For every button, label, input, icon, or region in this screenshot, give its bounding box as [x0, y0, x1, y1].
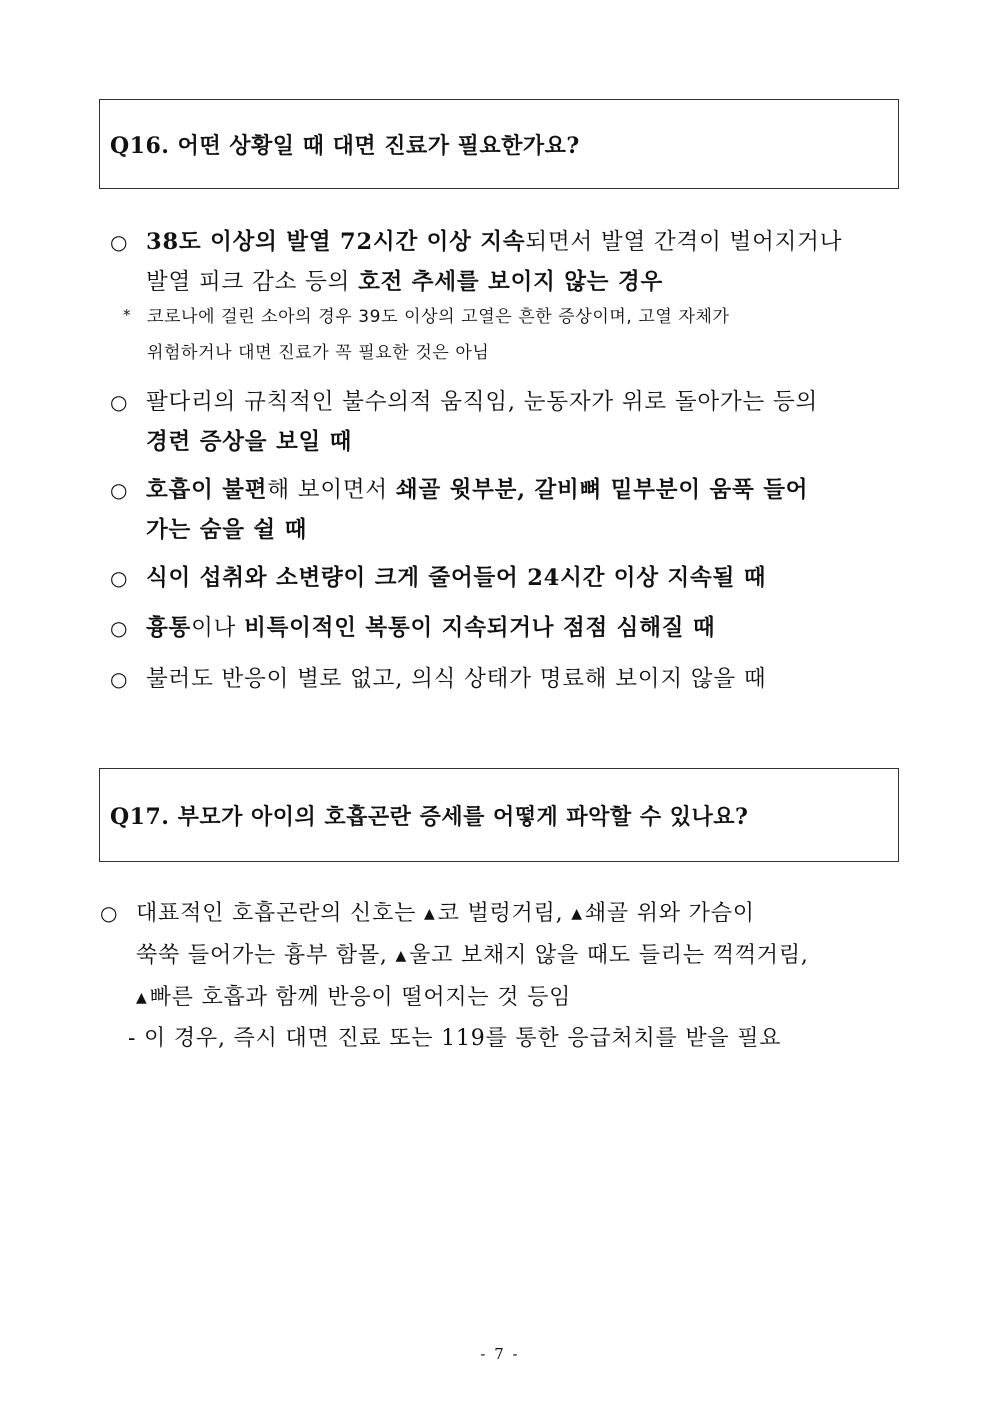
- asterisk-icon: *: [123, 306, 132, 324]
- circle-bullet-icon: ○: [110, 478, 129, 502]
- circle-bullet-icon: ○: [110, 667, 129, 691]
- q17-answer: ○ 대표적인 호흡곤란의 신호는 ▲코 벌렁거림, ▲쇄골 위와 가슴이 쑥쑥 들어가는 흉부 함몰, ▲울고 보채지 않을 때도 들리는 꺽꺽거림, ▲빠른 호흡과 함께 반응이 떨어지는 것 등임: [100, 892, 910, 1019]
- circle-bullet-icon: ○: [110, 616, 129, 640]
- circle-bullet-icon: ○: [100, 901, 119, 925]
- q16-item-consciousness: ○ 불러도 반응이 별로 없고, 의식 상태가 명료해 보이지 않을 때: [110, 659, 910, 699]
- triangle-icon: ▲: [424, 906, 436, 922]
- triangle-icon: ▲: [571, 906, 583, 922]
- q16-question-box: [99, 99, 899, 189]
- q16-item-fever: ○ 38도 이상의 발열 72시간 이상 지속되면서 발열 간격이 벌어지거나 발열 피크 감소 등의 호전 추세를 보이지 않는 경우: [110, 222, 910, 302]
- circle-bullet-icon: ○: [110, 230, 129, 254]
- q16-item-intake: ○ 식이 섭취와 소변량이 크게 줄어들어 24시간 이상 지속될 때: [110, 558, 910, 598]
- q16-question: Q16. 어떤 상황일 때 대면 진료가 필요한가요?: [110, 132, 580, 159]
- circle-bullet-icon: ○: [110, 566, 129, 590]
- q16-item-pain: ○ 흉통이나 비특이적인 복통이 지속되거나 점점 심해질 때: [110, 608, 910, 648]
- triangle-icon: ▲: [395, 948, 408, 964]
- circle-bullet-icon: ○: [110, 390, 129, 414]
- q16-footnote: * 코로나에 걸린 소아의 경우 39도 이상의 고열은 흔한 증상이며, 고열 자체가 위험하거나 대면 진료가 꼭 필요한 것은 아님: [123, 297, 913, 371]
- q16-item-breathing: ○ 호흡이 불편해 보이면서 쇄골 윗부분, 갈비뼈 밑부분이 움푹 들어 가는 숨을 쉴 때: [110, 470, 910, 550]
- q17-emergency-note: - 이 경우, 즉시 대면 진료 또는 119를 통한 응급처치를 받을 필요: [128, 1026, 782, 1051]
- q16-item-seizure: ○ 팔다리의 규칙적인 불수의적 움직임, 눈동자가 위로 돌아가는 등의 경련 증상을 보일 때: [110, 382, 910, 462]
- q17-question-box: [99, 768, 899, 862]
- q17-question: Q17. 부모가 아이의 호흡곤란 증세를 어떻게 파악할 수 있나요?: [110, 803, 749, 830]
- triangle-icon: ▲: [136, 990, 148, 1006]
- page-number: - 7 -: [480, 1345, 520, 1363]
